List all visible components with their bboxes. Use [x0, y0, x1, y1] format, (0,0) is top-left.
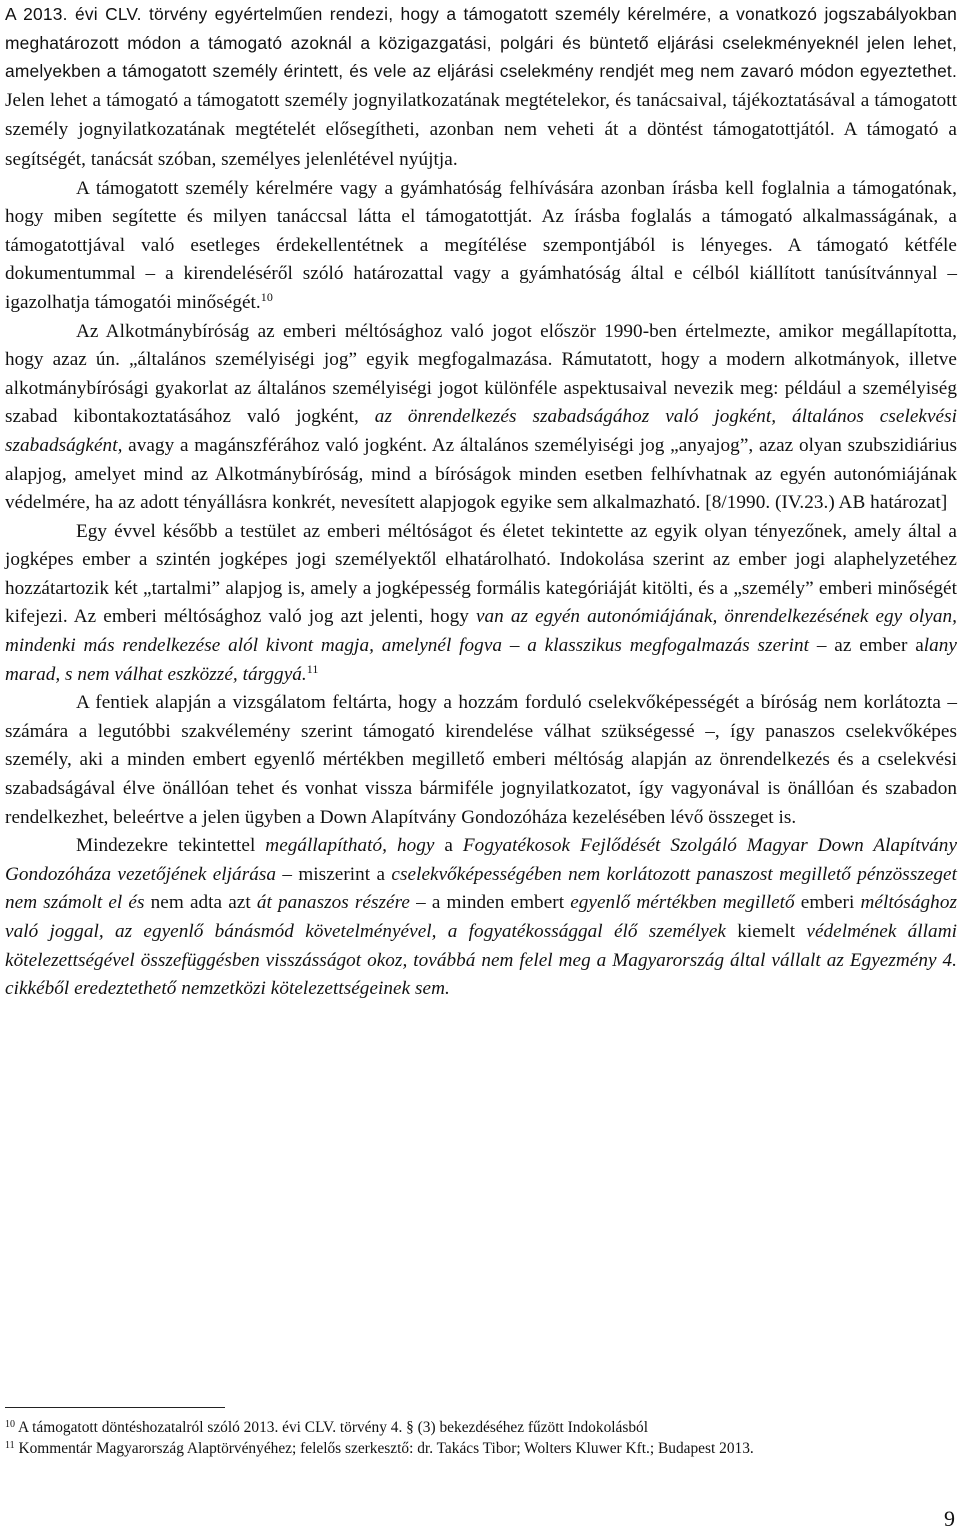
paragraph-6-italic-e: egyenlő mértékben megillető	[570, 892, 795, 914]
footnote-10	[5, 1417, 957, 1438]
paragraph-4-text-a: Egy évvel később a testület az emberi méltóságot és életet tekintette az egyik olyan tényezőnek, amely által a jogképes ember a szintén jogképes jogi személyektől elhatárolható. Indokolása szerint az ember jogi alaphelyzetéhez hozzátartozik két „tartalmi” alapjog is, amely a jogképesség formális kategóriáját kitölti, és a „személy” emberi minőségét kifejezi. Az emberi méltósághoz való jog azt jelenti, hogy	[5, 520, 957, 628]
document-body	[5, 0, 957, 1004]
paragraph-6-text-d: nem adta azt	[144, 892, 257, 914]
footnote-divider	[5, 1407, 225, 1408]
paragraph-2	[5, 175, 957, 318]
footnote-11-text: Kommentár Magyarország Alaptörvényéhez; felelős szerkesztő: dr. Takács Tibor; Wolters Kluwer Kft.; Budapest 2013.	[18, 1440, 754, 1457]
paragraph-3-italic-a: az önrendelkezés szabadságához való jogként, általános cselekvési szabadságként,	[5, 406, 957, 456]
paragraph-5	[5, 689, 957, 832]
paragraph-4-italic-b: lany marad, s nem válhat eszközzé, tárggyá.	[5, 635, 958, 685]
paragraph-1	[5, 0, 957, 175]
paragraph-5-text: A fentiek alapján a vizsgálatom feltárta, hogy a hozzám forduló cselekvőképességét a bíróság nem korlátozta – számára a legutóbbi szakvélemény szerint támogató kirendelése válhat szükségessé –, így panaszos cselekvőképes személy, aki a minden embert egyenlő mértékben megillető emberi méltóság alapján az önrendelkezés és a cselekvési szabadságával élve önállóan tehet és vonhat vissza bármiféle jognyilatkozatot, így vagyonával is önállóan és szabadon rendelkezhet, beleértve a jelen ügyben a Down Alapítvány Gondozóháza kezelésében lévő összeget is.	[5, 692, 957, 828]
paragraph-6-italic-g: védelmének állami kötelezettségével összefüggésben visszásságot okoz, továbbá nem felel meg a Magyarország által vállalt az Egyezmény 4. cikkéből eredeztethető nemzetközi kötelezettségeinek sem.	[5, 921, 957, 1000]
paragraph-6-text-c: – miszerint a	[276, 863, 392, 885]
paragraph-6-italic-d: át panaszos részére	[256, 892, 410, 914]
paragraph-6-text-a: Mindezekre tekintettel	[76, 835, 266, 857]
paragraph-6-italic-b: Fogyatékosok Fejlődését Szolgáló Magyar Down Alapítvány Gondozóháza vezetőjének eljárása	[5, 835, 958, 885]
paragraph-6-text-b: a	[434, 835, 463, 857]
footnote-10-number: 10	[5, 1419, 15, 1430]
paragraph-4-text-b: – az ember a	[809, 635, 924, 657]
paragraph-6-text-e: – a minden embert	[409, 892, 571, 914]
paragraph-6	[5, 832, 957, 1004]
footnote-11-number: 11	[5, 1440, 15, 1451]
paragraph-4-italic-a: van az egyén autonómiájának, önrendelkezésének egy olyan, mindenki más rendelkezése alól kivont magja, amelynél fogva – a klasszikus megfogalmazás szerint	[5, 606, 958, 657]
paragraph-3-text-b: avagy a magánszférához való jogként. Az általános személyiségi jog „anyajog”, azaz olyan szubszidiárius alapjog, amelyet mind az Alkotmánybíróság, mind a bíróságok minden esetben felhívhatnak az egyén autonómiájának védelmére, ha az adott tényállásra konkrét, nevesített alapjogok egyike sem alkalmazható. [8/1990. (IV.23.) AB határozat]	[5, 434, 957, 514]
paragraph-2-text: A támogatott személy kérelmére vagy a gyámhatóság felhívására azonban írásba kell foglalnia a támogatónak, hogy miben segítette és milyen tanáccsal látta el támogatottját. Az írásba foglalás a támogató alkalmasságának, a támogatottjával való esetleges érdekellentétnek a megítélése szempontjából is lényeges. A támogató kétféle dokumentummal – a kirendeléséről szóló határozattal vagy a gyámhatóság által e célból kiállított tanúsítvánnyal – igazolhatja támogatói minőségét.	[5, 177, 957, 313]
footnote-ref-11[interactable]: 11	[306, 661, 319, 676]
page-number: 9	[944, 1506, 955, 1531]
paragraph-6-italic-c: cselekvőképességében nem korlátozott panaszost megillető pénzösszeget nem számolt el és	[5, 863, 958, 914]
paragraph-6-text-f: emberi	[794, 892, 861, 914]
paragraph-6-italic-f: méltósághoz való joggal, az egyenlő bánásmód követelményével, a fogyatékossággal élő személyek	[5, 892, 957, 942]
footnote-ref-10[interactable]: 10	[260, 289, 273, 304]
paragraph-1-text-b: Jelen lehet a támogató a támogatott személy jognyilatkozatának megtételekor, és tanácsaival, tájékoztatásával a támogatott személy jognyilatkozatának megtételét elősegítheti, azonban nem veheti át a döntést támogatottjától. A támogató a segítségét, tanácsát szóban, személyes jelenlétével nyújtja.	[5, 89, 957, 170]
paragraph-6-text-g: kiemelt	[725, 921, 807, 942]
footnote-11	[5, 1438, 957, 1459]
paragraph-4	[5, 518, 957, 690]
document-page	[5, 0, 957, 1004]
footnotes	[5, 1417, 957, 1459]
paragraph-6-italic-a: megállapítható, hogy	[265, 835, 435, 857]
paragraph-1-text-a: A 2013. évi CLV. törvény egyértelműen rendezi, hogy a támogatott személy kérelmére, a vonatkozó jogszabályokban meghatározott módon a támogató azoknál a közigazgatási, polgári és büntető eljárási cselekményeknél jelen lehet, amelyekben a támogatott személy érintett, és vele az eljárási cselekmény rendjét meg nem zavaró módon egyeztethet.	[5, 4, 957, 82]
paragraph-3	[5, 318, 957, 518]
paragraph-3-text-a: Az Alkotmánybíróság az emberi méltósághoz való jogot először 1990-ben értelmezte, amikor megállapította, hogy azaz ún. „általános személyiségi jog” egyik megfogalmazása. Rámutatott, hogy a modern alkotmányok, illetve alkotmánybírósági gyakorlat az általános személyiségi jogot különféle aspektusaival nevezik meg: például a személyiség szabad kibontakoztatásához való jogként,	[5, 320, 957, 428]
footnote-10-text: A támogatott döntéshozatalról szóló 2013. évi CLV. törvény 4. § (3) bekezdéséhez fűzött Indokolásból	[18, 1419, 649, 1436]
